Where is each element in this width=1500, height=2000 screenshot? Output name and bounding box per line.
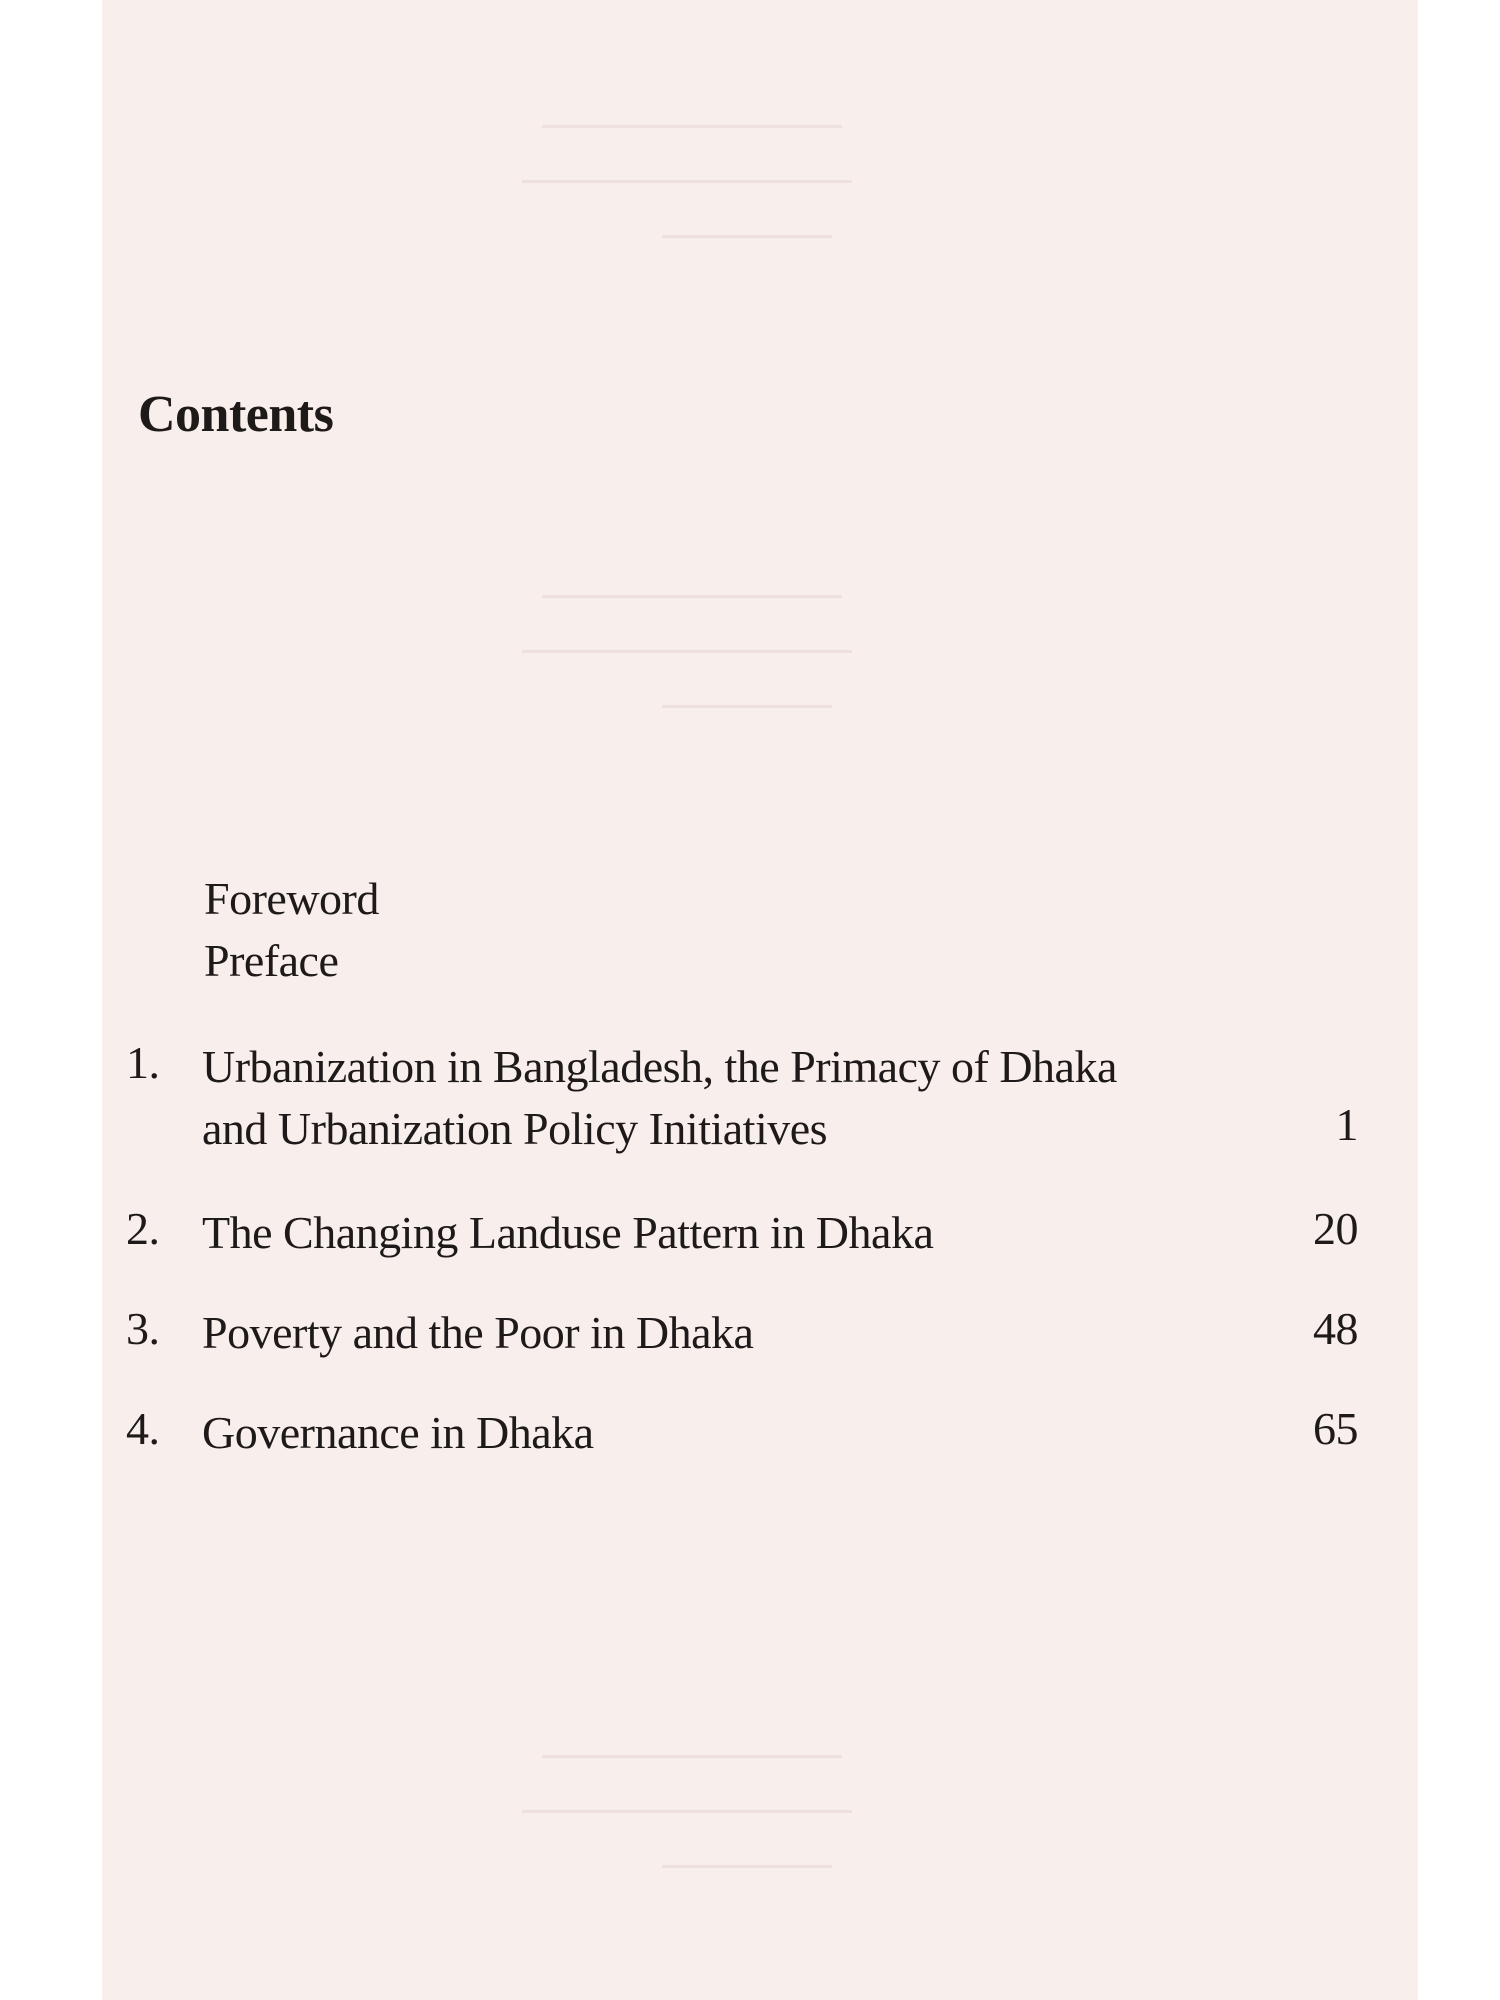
toc-entry-page: 20 — [1313, 1203, 1358, 1254]
toc-entry-2 — [102, 1202, 1418, 1264]
book-page — [102, 0, 1418, 2000]
toc-entry-4 — [102, 1402, 1418, 1464]
toc-entry-number: 1. — [126, 1037, 160, 1088]
toc-entry-page: 48 — [1313, 1303, 1358, 1354]
toc-entry-3 — [102, 1302, 1418, 1364]
toc-entry-title — [202, 1402, 1202, 1464]
toc-entry-title-line: The Changing Landuse Pattern in Dhaka — [202, 1207, 934, 1258]
bleed-through-block-bottom — [102, 1650, 1418, 1970]
toc-entry-number: 2. — [126, 1203, 160, 1254]
toc-entry-title — [202, 1036, 1202, 1160]
toc-entry-title — [202, 1202, 1202, 1264]
toc-entry-title-line: Governance in Dhaka — [202, 1407, 594, 1458]
toc-entry-title-line: and Urbanization Policy Initiatives — [202, 1103, 828, 1154]
toc-entry-title-line: Poverty and the Poor in Dhaka — [202, 1307, 754, 1358]
toc-entry-page: 1 — [1335, 1099, 1358, 1150]
contents-heading: Contents — [138, 386, 334, 443]
bleed-through-block-middle — [102, 490, 1418, 790]
bleed-through-block-top — [102, 20, 1418, 320]
preface-entry: Preface — [204, 935, 339, 986]
toc-entry-number: 4. — [126, 1403, 160, 1454]
toc-entry-page: 65 — [1313, 1403, 1358, 1454]
foreword-entry: Foreword — [204, 873, 379, 924]
toc-entry-title — [202, 1302, 1202, 1364]
toc-entry-number: 3. — [126, 1303, 160, 1354]
toc-entry-1 — [102, 1036, 1418, 1160]
toc-entry-title-line: Urbanization in Bangladesh, the Primacy of Dhaka — [202, 1041, 1117, 1092]
